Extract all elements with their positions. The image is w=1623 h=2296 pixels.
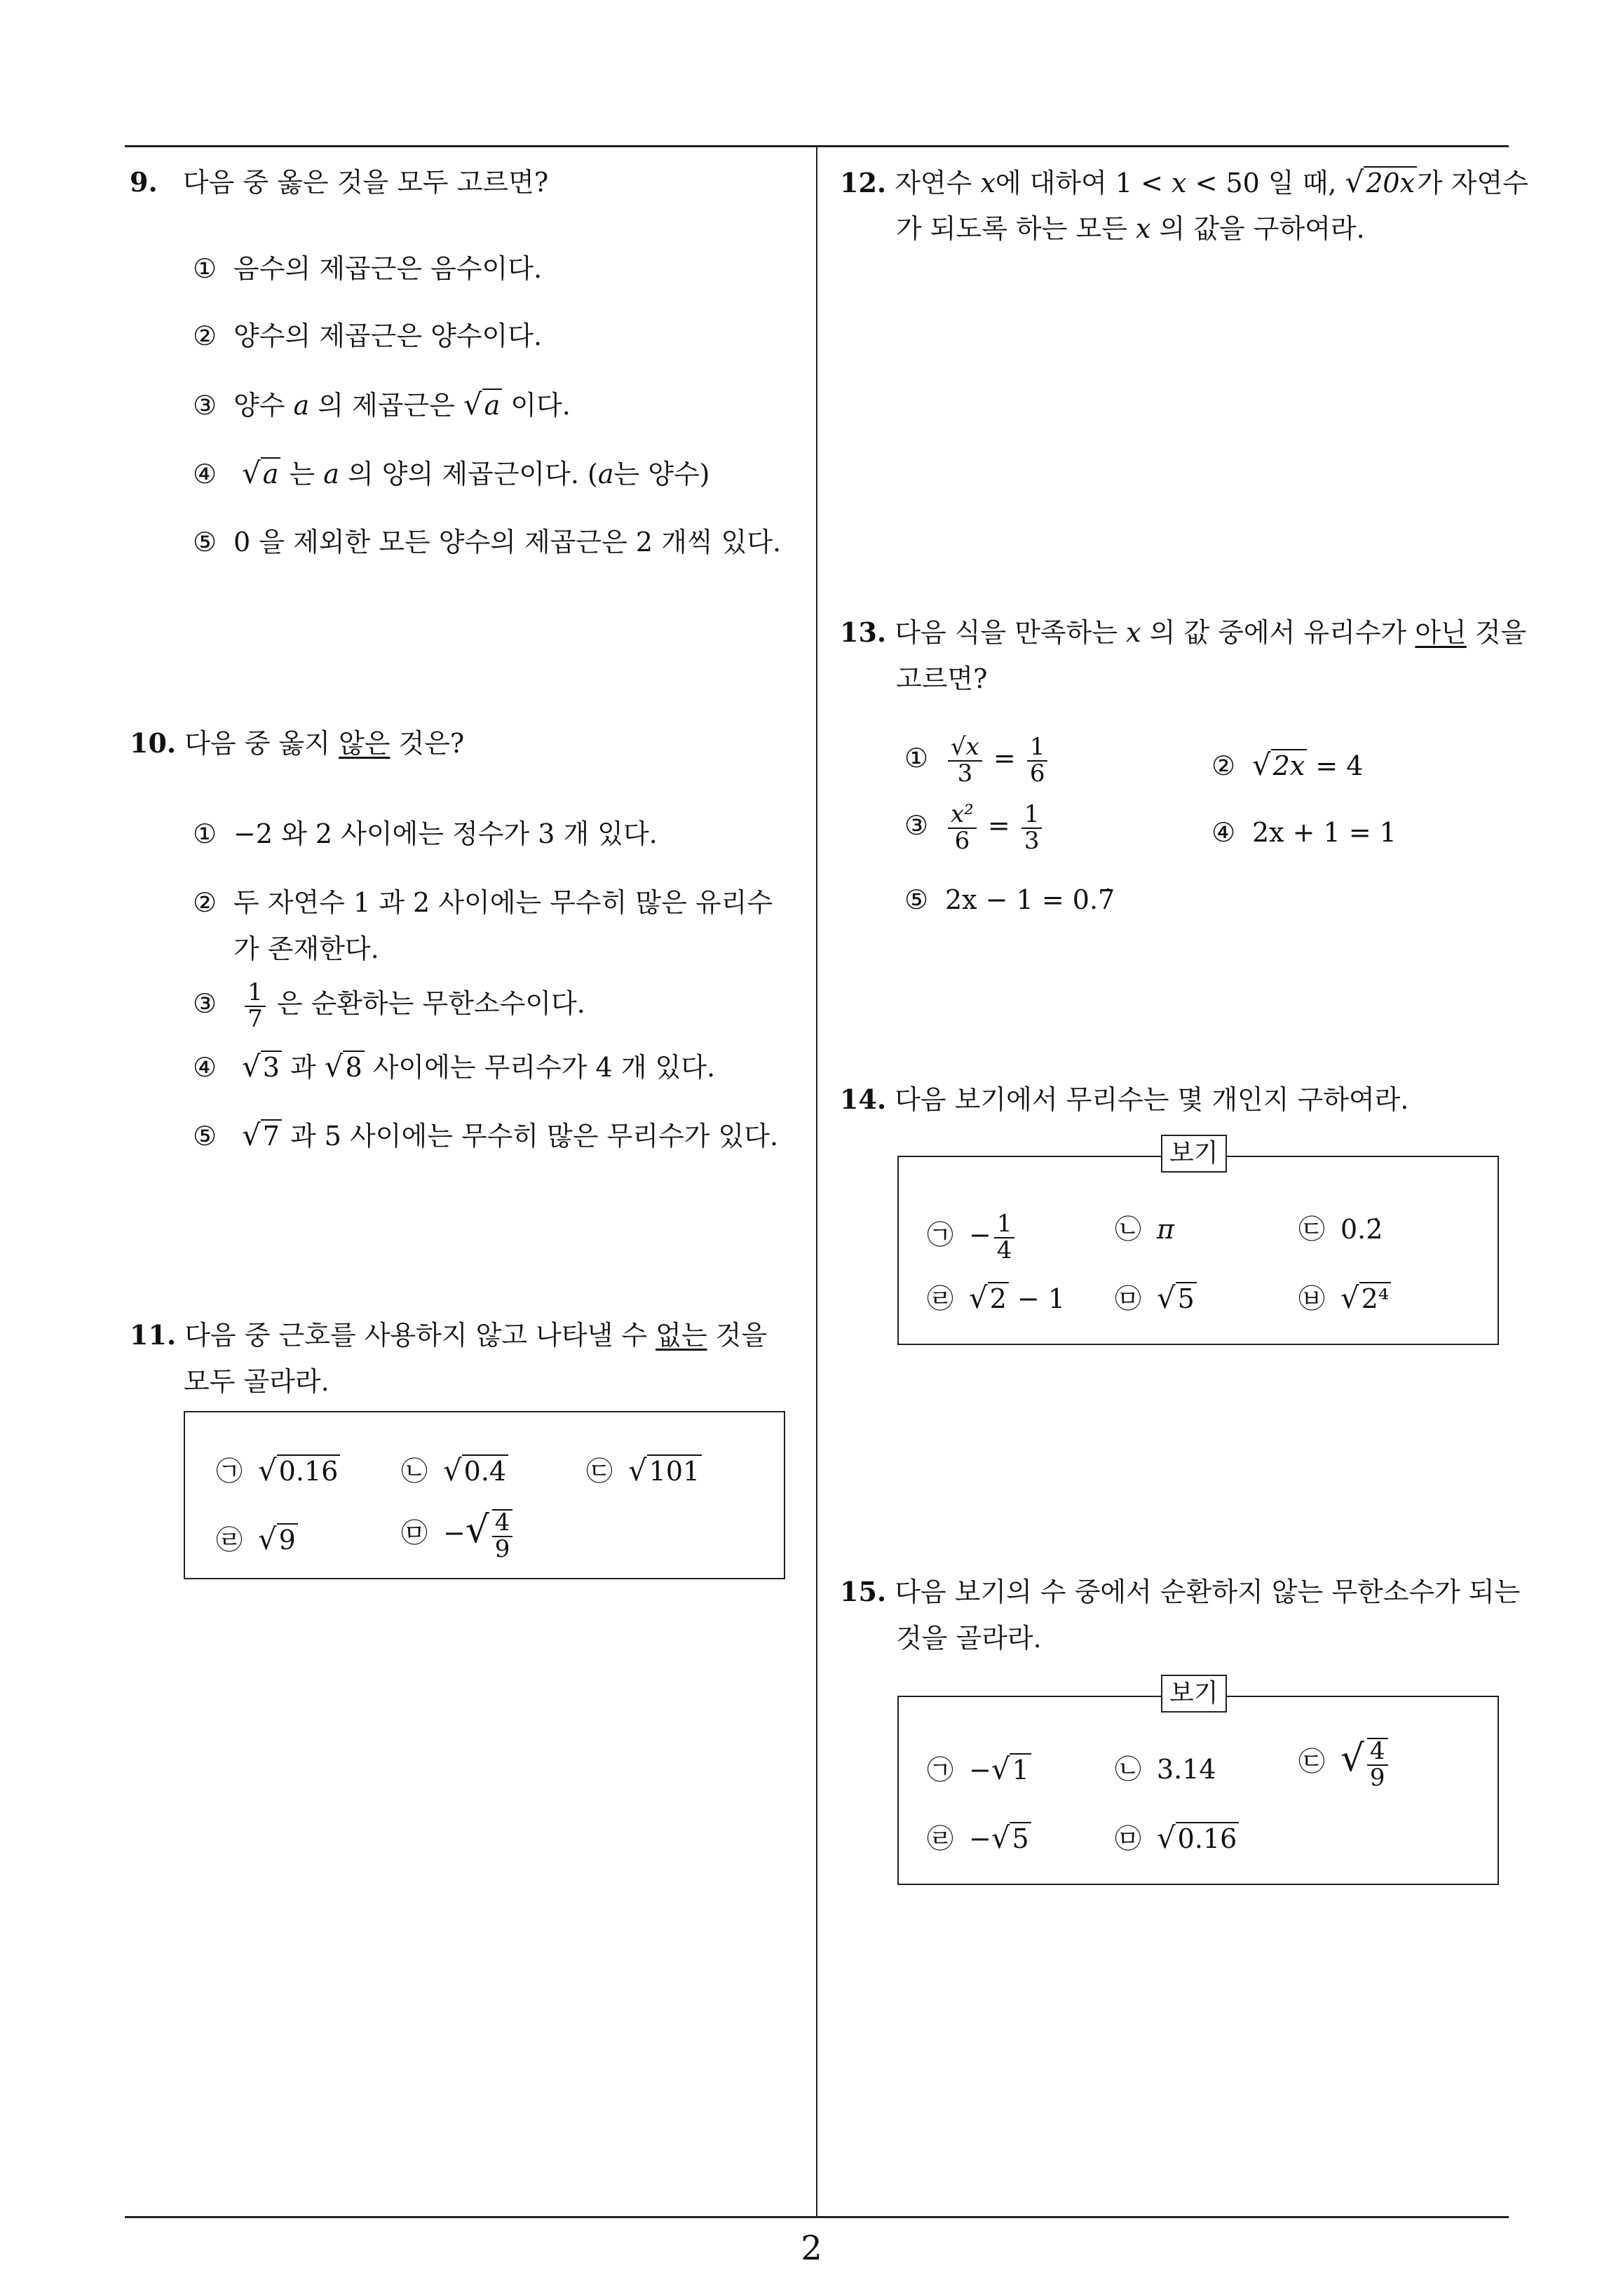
q14-box-label: 보기 [1161,1135,1227,1173]
q10-option-5: ⑤ √7 과 5 사이에는 무수히 많은 무리수가 있다. [193,1118,779,1152]
q15-item-2: ㉡ 3.14 [1115,1754,1216,1785]
q13-option-4: ④ 2x + 1 = 1 [1211,817,1397,848]
q14-item-4: ㉣ √2 − 1 [927,1281,1066,1315]
question-number: 12. [840,167,887,198]
q10-option-4: ④ √3 과 √8 사이에는 무리수가 4 개 있다. [193,1049,716,1083]
q13-option-5: ⑤ 2x − 1 = 0.7̇ [904,884,1115,915]
q9-option-4: ④ √a 는 a 의 양의 제곱근이다. (a는 양수) [193,456,710,490]
sqrt-expression: √a [463,387,502,423]
q13-option-2: ② √2x = 4 [1211,748,1364,782]
question-number: 14. [840,1083,887,1115]
q14-item-5: ㉤ √5 [1115,1281,1197,1316]
q14-item-3: ㉢ 0.2̇ [1298,1214,1383,1245]
q13-option-3: ③ $\frac{\text{x²}}{6}$ = $\frac{1}{3}$ [904,802,1045,853]
q11-item-5: ㉤ −√ $\frac{4}{9}$ [401,1509,515,1562]
q10-option-2-line2: 가 존재한다. [233,933,379,964]
question-number: 13. [840,616,887,648]
page-number: 2 [801,2229,822,2268]
q14-item-6: ㉥ √2⁴ [1298,1281,1391,1316]
question-13: 13. 다음 식을 만족하는 x 의 값 중에서 유리수가 아닌 것을 [840,616,1527,648]
q11-item-3: ㉢ √101 [586,1453,702,1489]
question-number: 11. [130,1319,177,1351]
q15-item-5: ㉤ √0.16 [1115,1821,1239,1856]
q14-item-1: ㉠ − $\frac{1}{4}$ [927,1212,1017,1263]
q10-option-2: ② 두 자연수 1 과 2 사이에는 무수히 많은 유리수 [193,887,773,918]
question-11: 11. 다음 중 근호를 사용하지 않고 나타낼 수 없는 것을 [130,1319,768,1351]
q9-option-2: ② 양수의 제곱근은 양수이다. [193,320,543,351]
q14-item-2: ㉡ π [1115,1214,1174,1245]
q13-option-1: ① $\frac{√x}{3}$ = $\frac{1}{6}$ [904,735,1050,786]
question-text: 다음 중 옳은 것을 모두 고르면? [182,167,549,198]
question-14: 14. 다음 보기에서 무리수는 몇 개인지 구하여라. [840,1083,1409,1115]
bottom-rule [125,2216,1509,2218]
question-10: 10. 다음 중 옳지 않은 것은? [130,727,465,759]
q15-box-label: 보기 [1161,1675,1227,1713]
q10-option-3: ③ $\frac{1}{7}$ 은 순환하는 무한소수이다. [193,978,585,1033]
q11-item-1: ㉠ √0.16 [216,1453,340,1489]
sqrt-expression: √a [242,456,280,492]
question-15: 15. 다음 보기의 수 중에서 순환하지 않는 무한소수가 되는 [840,1576,1521,1607]
question-15-line2: 것을 골라라. [896,1623,1042,1654]
q10-option-1: ① −2 와 2 사이에는 정수가 3 개 있다. [193,818,658,849]
question-11-line2: 모두 골라라. [184,1366,330,1397]
question-number: 9. [130,166,158,198]
question-12-line2: 가 되도록 하는 모든 x 의 값을 구하여라. [896,213,1365,244]
column-divider [816,145,817,2216]
q11-item-4: ㉣ √9 [216,1522,298,1558]
q15-item-3: ㉢ √ $\frac{4}{9}$ [1298,1738,1391,1790]
question-9 [130,160,548,205]
q9-option-1: ① 음수의 제곱근은 음수이다. [193,253,543,284]
q9-option-3: ③ 양수 a 의 제곱근은 √a 이다. [193,387,571,421]
q15-item-1: ㉠ −√1 [927,1752,1031,1788]
question-13-line2: 고르면? [896,663,988,694]
q15-item-4: ㉣ −√5 [927,1821,1031,1856]
q11-item-2: ㉡ √0.4 [401,1453,508,1489]
q9-option-5: ⑤ 0 을 제외한 모든 양수의 제곱근은 2 개씩 있다. [193,527,782,558]
question-number: 10. [130,727,177,759]
question-12: 12. 자연수 x에 대하여 1 < x < 50 일 때, √20x가 자연수 [840,165,1528,199]
q15-choice-box [897,1696,1499,1885]
fraction: $\frac{1}{7}$ [245,980,266,1032]
question-number: 15. [840,1576,887,1607]
